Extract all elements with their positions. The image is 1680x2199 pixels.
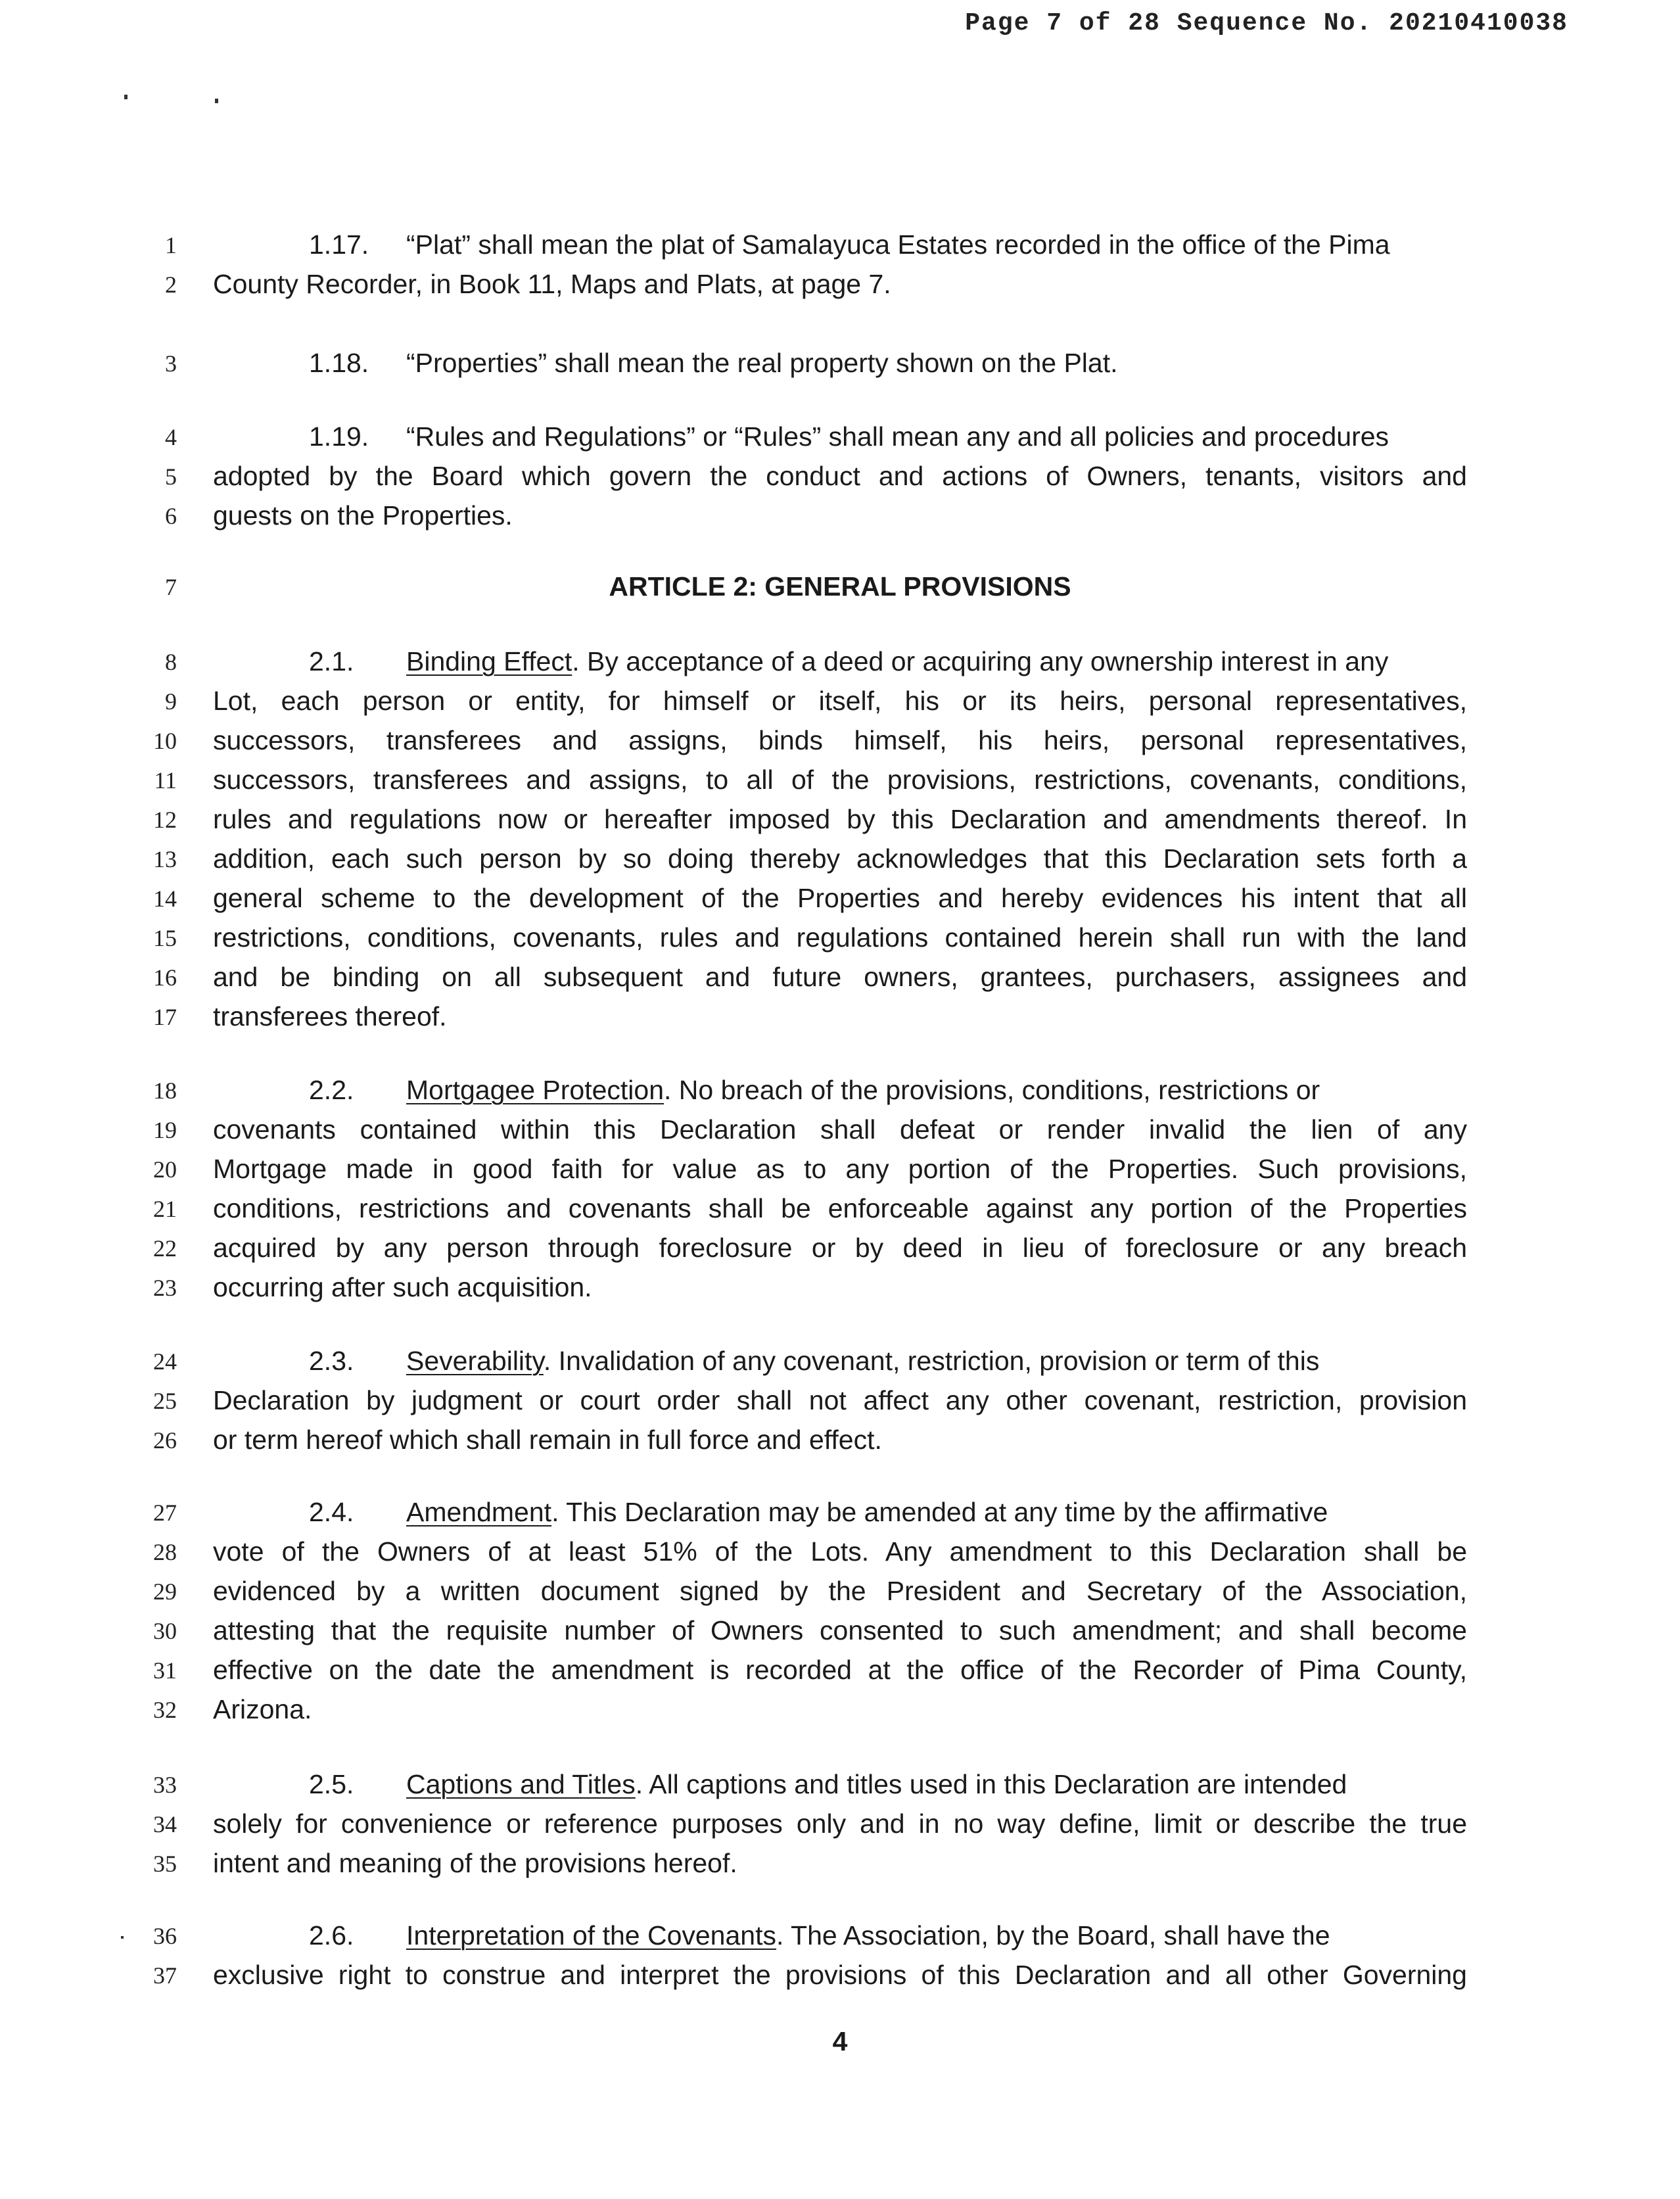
pleading-line xyxy=(0,878,1680,918)
section-2-1-line: successors, transferees and assigns, binds himself, his heirs, personal representatives, xyxy=(213,725,1467,755)
line-number: 3 xyxy=(165,350,177,377)
line-number: 26 xyxy=(153,1427,177,1454)
section-1-19-line: adopted by the Board which govern the conduct and actions of Owners, tenants, visitors and xyxy=(213,461,1467,491)
section-number: 1.18. xyxy=(309,348,369,378)
section-2-1-line: Lot, each person or entity, for himself or itself, his or its heirs, personal representatives, xyxy=(213,686,1467,716)
line-number: 10 xyxy=(153,728,177,754)
section-2-4-line: Arizona. xyxy=(213,1694,312,1724)
pleading-line xyxy=(0,997,1680,1036)
pleading-line xyxy=(0,1381,1680,1420)
section-2-4-line: attesting that the requisite number of Owners consented to such amendment; and shall become xyxy=(213,1615,1467,1645)
section-title: Interpretation of the Covenants xyxy=(406,1920,776,1951)
pleading-line xyxy=(0,1341,1680,1381)
section-2-2-line: covenants contained within this Declaration shall defeat or render invalid the lien of any xyxy=(213,1114,1467,1145)
section-title: Captions and Titles xyxy=(406,1769,636,1799)
line-number: 35 xyxy=(153,1851,177,1877)
line-number: 13 xyxy=(153,846,177,872)
line-number: 28 xyxy=(153,1539,177,1565)
section-2-3-line: or term hereof which shall remain in full force and effect. xyxy=(213,1425,882,1455)
pleading-line xyxy=(0,918,1680,957)
section-2-1-line: 2.1. Binding Effect. By acceptance of a deed or acquiring any ownership interest in any xyxy=(309,642,1467,681)
line-number: 18 xyxy=(153,1077,177,1104)
line-number: 9 xyxy=(165,688,177,715)
section-2-3-line: Declaration by judgment or court order shall not affect any other covenant, restriction, provision xyxy=(213,1385,1467,1415)
section-2-1-line: restrictions, conditions, covenants, rules and regulations contained herein shall run with the land xyxy=(213,922,1467,953)
pleading-line xyxy=(0,1228,1680,1267)
line-number: 7 xyxy=(165,574,177,600)
line-number: 20 xyxy=(153,1156,177,1183)
pleading-line xyxy=(0,681,1680,721)
section-2-1-line: successors, transferees and assigns, to all of the provisions, restrictions, covenants, conditions, xyxy=(213,765,1467,795)
section-2-1-line: addition, each such person by so doing thereby acknowledges that this Declaration sets forth a xyxy=(213,843,1467,874)
section-1-17-line: County Recorder, in Book 11, Maps and Plats, at page 7. xyxy=(213,269,891,299)
line-number: 32 xyxy=(153,1697,177,1723)
pleading-line xyxy=(0,1110,1680,1149)
pleading-line xyxy=(0,1189,1680,1228)
section-2-4-line: effective on the date the amendment is recorded at the office of the Recorder of Pima County, xyxy=(213,1655,1467,1685)
pleading-line xyxy=(0,957,1680,997)
section-1-19-line: guests on the Properties. xyxy=(213,500,513,531)
line-number: 23 xyxy=(153,1275,177,1301)
line-number: 33 xyxy=(153,1772,177,1798)
section-2-5-line: intent and meaning of the provisions hereof. xyxy=(213,1848,737,1878)
section-number: 2.2. xyxy=(309,1075,354,1105)
line-number: 29 xyxy=(153,1578,177,1605)
recording-stamp: Page 7 of 28 Sequence No. 20210410038 xyxy=(965,9,1568,37)
section-2-3-line: 2.3. Severability. Invalidation of any covenant, restriction, provision or term of this xyxy=(309,1341,1467,1381)
section-2-2-line: conditions, restrictions and covenants shall be enforceable against any portion of the Properties xyxy=(213,1193,1467,1223)
section-2-2-line: 2.2. Mortgagee Protection. No breach of the provisions, conditions, restrictions or xyxy=(309,1070,1467,1110)
pleading-line xyxy=(0,1764,1680,1804)
pleading-line xyxy=(0,1420,1680,1459)
section-number: 2.1. xyxy=(309,646,354,676)
pleading-line xyxy=(0,1955,1680,1995)
pleading-line xyxy=(0,1571,1680,1611)
section-2-1-line: general scheme to the development of the Properties and hereby evidences his intent that all xyxy=(213,883,1467,913)
line-number: 12 xyxy=(153,807,177,833)
pleading-line xyxy=(0,1690,1680,1729)
section-2-4-line: evidenced by a written document signed by the President and Secretary of the Association, xyxy=(213,1576,1467,1606)
pleading-line xyxy=(0,1492,1680,1532)
section-title: Mortgagee Protection xyxy=(406,1075,665,1105)
section-title: Amendment xyxy=(406,1497,552,1527)
article-heading: ARTICLE 2: GENERAL PROVISIONS xyxy=(609,571,1071,602)
line-number: 27 xyxy=(153,1500,177,1526)
pleading-line xyxy=(0,1916,1680,1955)
section-number: 1.17. xyxy=(309,229,369,260)
pleading-line xyxy=(0,567,1680,606)
pleading-line xyxy=(0,1650,1680,1690)
section-2-4-line: vote of the Owners of at least 51% of the Lots. Any amendment to this Declaration shall be xyxy=(213,1536,1467,1567)
line-number: 30 xyxy=(153,1618,177,1644)
section-title: Severability xyxy=(406,1346,544,1376)
line-number: 15 xyxy=(153,925,177,951)
section-title: Binding Effect xyxy=(406,646,572,676)
section-1-17-line: 1.17. “Plat” shall mean the plat of Samalayuca Estates recorded in the office of the Pima xyxy=(309,225,1467,264)
pleading-line xyxy=(0,417,1680,456)
line-number: 19 xyxy=(153,1117,177,1143)
section-2-5-line: 2.5. Captions and Titles. All captions and titles used in this Declaration are intended xyxy=(309,1764,1467,1804)
line-number: 36 xyxy=(153,1923,177,1949)
section-number: 1.19. xyxy=(309,421,369,452)
section-1-19-line: 1.19. “Rules and Regulations” or “Rules” shall mean any and all policies and procedures xyxy=(309,417,1467,456)
line-number: 4 xyxy=(165,424,177,450)
section-2-1-line: and be binding on all subsequent and future owners, grantees, purchasers, assignees and xyxy=(213,962,1467,992)
pleading-line xyxy=(0,1149,1680,1189)
line-number: 34 xyxy=(153,1811,177,1837)
section-2-6-line: exclusive right to construe and interpret the provisions of this Declaration and all other Governing xyxy=(213,1960,1467,1990)
line-number: 24 xyxy=(153,1348,177,1375)
line-number: 1 xyxy=(165,232,177,258)
section-1-18-line: 1.18. “Properties” shall mean the real property shown on the Plat. xyxy=(309,343,1467,383)
pleading-line xyxy=(0,456,1680,496)
page-number: 4 xyxy=(832,2026,848,2056)
section-2-2-line: Mortgage made in good faith for value as to any portion of the Properties. Such provisions, xyxy=(213,1154,1467,1184)
pleading-line xyxy=(0,642,1680,681)
pleading-line xyxy=(0,225,1680,264)
pleading-line xyxy=(0,799,1680,839)
section-2-2-line: occurring after such acquisition. xyxy=(213,1272,592,1302)
pleading-line xyxy=(0,1267,1680,1307)
line-number: 2 xyxy=(165,272,177,298)
section-number: 2.4. xyxy=(309,1497,354,1527)
pleading-line xyxy=(0,839,1680,878)
line-number: 5 xyxy=(165,463,177,490)
section-2-1-line: rules and regulations now or hereafter imposed by this Declaration and amendments thereof. In xyxy=(213,804,1467,834)
pleading-line xyxy=(0,721,1680,760)
section-2-4-line: 2.4. Amendment. This Declaration may be amended at any time by the affirmative xyxy=(309,1492,1467,1532)
pleading-line xyxy=(0,343,1680,383)
section-2-5-line: solely for convenience or reference purposes only and in no way define, limit or describe the true xyxy=(213,1809,1467,1839)
pleading-line xyxy=(0,264,1680,304)
section-number: 2.3. xyxy=(309,1346,354,1376)
line-number: 8 xyxy=(165,649,177,675)
line-number: 22 xyxy=(153,1235,177,1262)
scan-speck xyxy=(124,95,128,99)
line-number: 25 xyxy=(153,1388,177,1414)
pleading-line xyxy=(0,1070,1680,1110)
line-number: 14 xyxy=(153,886,177,912)
section-number: 2.5. xyxy=(309,1769,354,1799)
section-2-6-line: 2.6. Interpretation of the Covenants. The Association, by the Board, shall have the xyxy=(309,1916,1467,1955)
line-number: 21 xyxy=(153,1196,177,1222)
line-number: 31 xyxy=(153,1657,177,1684)
line-number: 16 xyxy=(153,964,177,991)
section-2-2-line: acquired by any person through foreclosure or by deed in lieu of foreclosure or any breach xyxy=(213,1233,1467,1263)
line-number: 6 xyxy=(165,503,177,529)
pleading-line xyxy=(0,760,1680,799)
line-number: 17 xyxy=(153,1004,177,1030)
pleading-line xyxy=(0,1611,1680,1650)
pleading-line xyxy=(0,1804,1680,1843)
section-2-1-line: transferees thereof. xyxy=(213,1001,447,1031)
pleading-line xyxy=(0,1532,1680,1571)
pleading-line xyxy=(0,496,1680,535)
section-number: 2.6. xyxy=(309,1920,354,1951)
line-number: 37 xyxy=(153,1962,177,1989)
pleading-line xyxy=(0,1843,1680,1883)
line-number: 11 xyxy=(154,767,177,793)
scan-speck xyxy=(215,99,218,103)
